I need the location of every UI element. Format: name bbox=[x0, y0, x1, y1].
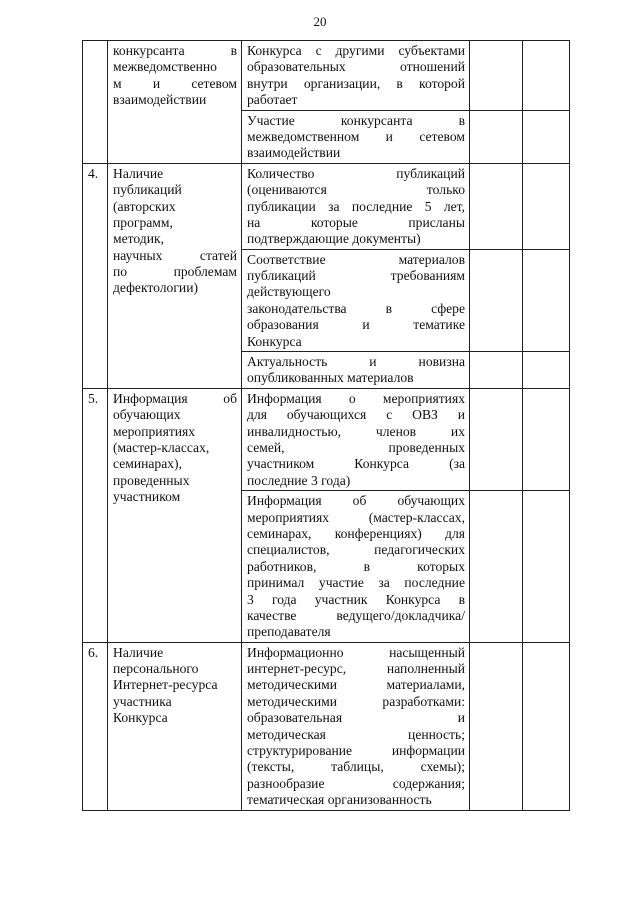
score-cell bbox=[470, 163, 523, 249]
page-number: 20 bbox=[313, 14, 327, 29]
text-line: Конкурса с другими субъектами bbox=[247, 43, 465, 58]
text-line: конкурсанта в bbox=[113, 43, 237, 58]
text-line: Актуальность и новизна bbox=[247, 354, 465, 370]
indicator-name bbox=[108, 163, 242, 388]
text-line: опубликованных материалов bbox=[247, 370, 414, 386]
score-cell bbox=[523, 163, 570, 249]
text-line: действующего bbox=[247, 284, 331, 300]
text-line: образовательных отношений bbox=[247, 59, 465, 75]
text-line: образования и тематике bbox=[247, 317, 465, 333]
text-line: Информация об bbox=[113, 390, 237, 406]
criterion-text bbox=[242, 41, 470, 111]
text-line: семей, проведенных bbox=[247, 439, 465, 455]
score-cell bbox=[523, 352, 570, 389]
text-line: семинарах), bbox=[113, 456, 182, 472]
text-line: Наличие bbox=[113, 644, 164, 660]
score-cell bbox=[470, 110, 523, 163]
text-line: (оцениваются только bbox=[247, 182, 465, 198]
text-line: Информация о мероприятиях bbox=[247, 390, 465, 406]
text-line: Информационно насыщенный bbox=[247, 644, 465, 660]
criterion-text bbox=[242, 249, 470, 351]
row-number: 4. bbox=[83, 163, 108, 388]
criterion-text bbox=[242, 388, 470, 490]
text-line: принимал участие за последние bbox=[247, 575, 465, 591]
text-line: участником bbox=[113, 489, 181, 505]
table-row bbox=[83, 163, 570, 249]
text-line: образовательная и bbox=[247, 710, 465, 726]
row-number: 5. bbox=[83, 388, 108, 642]
indicator-name bbox=[108, 41, 242, 164]
text-line: 3 года участник Конкурса в bbox=[247, 591, 465, 607]
score-cell bbox=[470, 41, 523, 111]
text-line: программ, bbox=[113, 214, 173, 230]
text-line: на которые присланы bbox=[247, 214, 465, 230]
text-line: качестве ведущего/докладчика/ bbox=[247, 607, 465, 623]
text-line: мероприятиях bbox=[113, 423, 196, 439]
criteria-table bbox=[82, 40, 570, 811]
score-cell bbox=[523, 491, 570, 643]
text-line: по проблемам bbox=[113, 264, 237, 280]
text-line: проведенных bbox=[113, 472, 190, 488]
text-line: персонального bbox=[113, 661, 199, 677]
text-line: (мастер-классах, bbox=[113, 439, 210, 455]
score-cell bbox=[470, 388, 523, 490]
criterion-text bbox=[242, 491, 470, 643]
text-line: взаимодействии bbox=[247, 145, 341, 161]
text-line: мероприятиях (мастер-классах, bbox=[247, 509, 465, 525]
text-line: тематическая организованность bbox=[247, 792, 432, 808]
text-line: публикаций bbox=[113, 182, 182, 198]
table-row bbox=[83, 642, 570, 810]
text-line: методическая ценность; bbox=[247, 726, 465, 742]
text-line: работников, в которых bbox=[247, 558, 465, 574]
score-cell bbox=[470, 352, 523, 389]
score-cell bbox=[523, 642, 570, 810]
text-line: (авторских bbox=[113, 198, 176, 214]
score-cell bbox=[523, 41, 570, 111]
row-number: 6. bbox=[83, 642, 108, 810]
text-line: подтверждающие документы) bbox=[247, 231, 421, 247]
text-line: внутри организации, в которой bbox=[247, 75, 465, 91]
text-line: последние 3 года) bbox=[247, 472, 351, 488]
text-line: (тексты, таблицы, схемы); bbox=[247, 759, 465, 775]
text-line: специалистов, педагогических bbox=[247, 542, 465, 558]
table-row bbox=[83, 388, 570, 490]
criterion-text bbox=[242, 110, 470, 163]
text-line: инвалидностью, членов их bbox=[247, 423, 465, 439]
text-line: структурирование информации bbox=[247, 743, 465, 759]
indicator-name bbox=[108, 388, 242, 642]
row-number bbox=[83, 41, 108, 164]
text-line: межведомственно bbox=[113, 59, 217, 75]
score-cell bbox=[470, 642, 523, 810]
text-line: Интернет-ресурса bbox=[113, 677, 218, 693]
text-line: методик, bbox=[113, 231, 164, 247]
text-line: взаимодействии bbox=[113, 92, 207, 108]
text-line: научных статей bbox=[113, 247, 237, 263]
criterion-text bbox=[242, 642, 470, 810]
criterion-text bbox=[242, 163, 470, 249]
score-cell bbox=[470, 249, 523, 351]
text-line: разнообразие содержания; bbox=[247, 775, 465, 791]
text-line: интернет-ресурс, наполненный bbox=[247, 661, 465, 677]
text-line: законодательства в сфере bbox=[247, 300, 465, 316]
criterion-text bbox=[242, 352, 470, 389]
text-line: работает bbox=[247, 92, 298, 108]
text-line: Соответствие материалов bbox=[247, 251, 465, 267]
text-line: Участие конкурсанта в bbox=[247, 112, 465, 128]
text-line: дефектологии) bbox=[113, 280, 198, 296]
score-cell bbox=[523, 110, 570, 163]
text-line: участником Конкурса (за bbox=[247, 456, 465, 472]
score-cell bbox=[523, 388, 570, 490]
text-line: публикации за последние 5 лет, bbox=[247, 198, 465, 214]
score-cell bbox=[523, 249, 570, 351]
text-line: семинарах, конференциях) для bbox=[247, 525, 465, 541]
text-line: межведомственном и сетевом bbox=[247, 128, 465, 144]
text-line: участника bbox=[113, 693, 172, 709]
text-line: м и сетевом bbox=[113, 75, 237, 91]
score-cell bbox=[470, 491, 523, 643]
text-line: методическими материалами, bbox=[247, 677, 465, 693]
indicator-name bbox=[108, 642, 242, 810]
text-line: для обучающихся с ОВЗ и bbox=[247, 407, 465, 423]
text-line: Количество публикаций bbox=[247, 165, 465, 181]
text-line: публикаций требованиям bbox=[247, 268, 465, 284]
text-line: обучающих bbox=[113, 407, 181, 423]
text-line: Информация об обучающих bbox=[247, 493, 465, 509]
text-line: Конкурса bbox=[113, 710, 168, 726]
text-line: преподавателя bbox=[247, 624, 331, 640]
text-line: Наличие bbox=[113, 165, 164, 181]
text-line: методическими разработками: bbox=[247, 693, 465, 709]
table-row bbox=[83, 41, 570, 111]
text-line: Конкурса bbox=[247, 333, 302, 349]
